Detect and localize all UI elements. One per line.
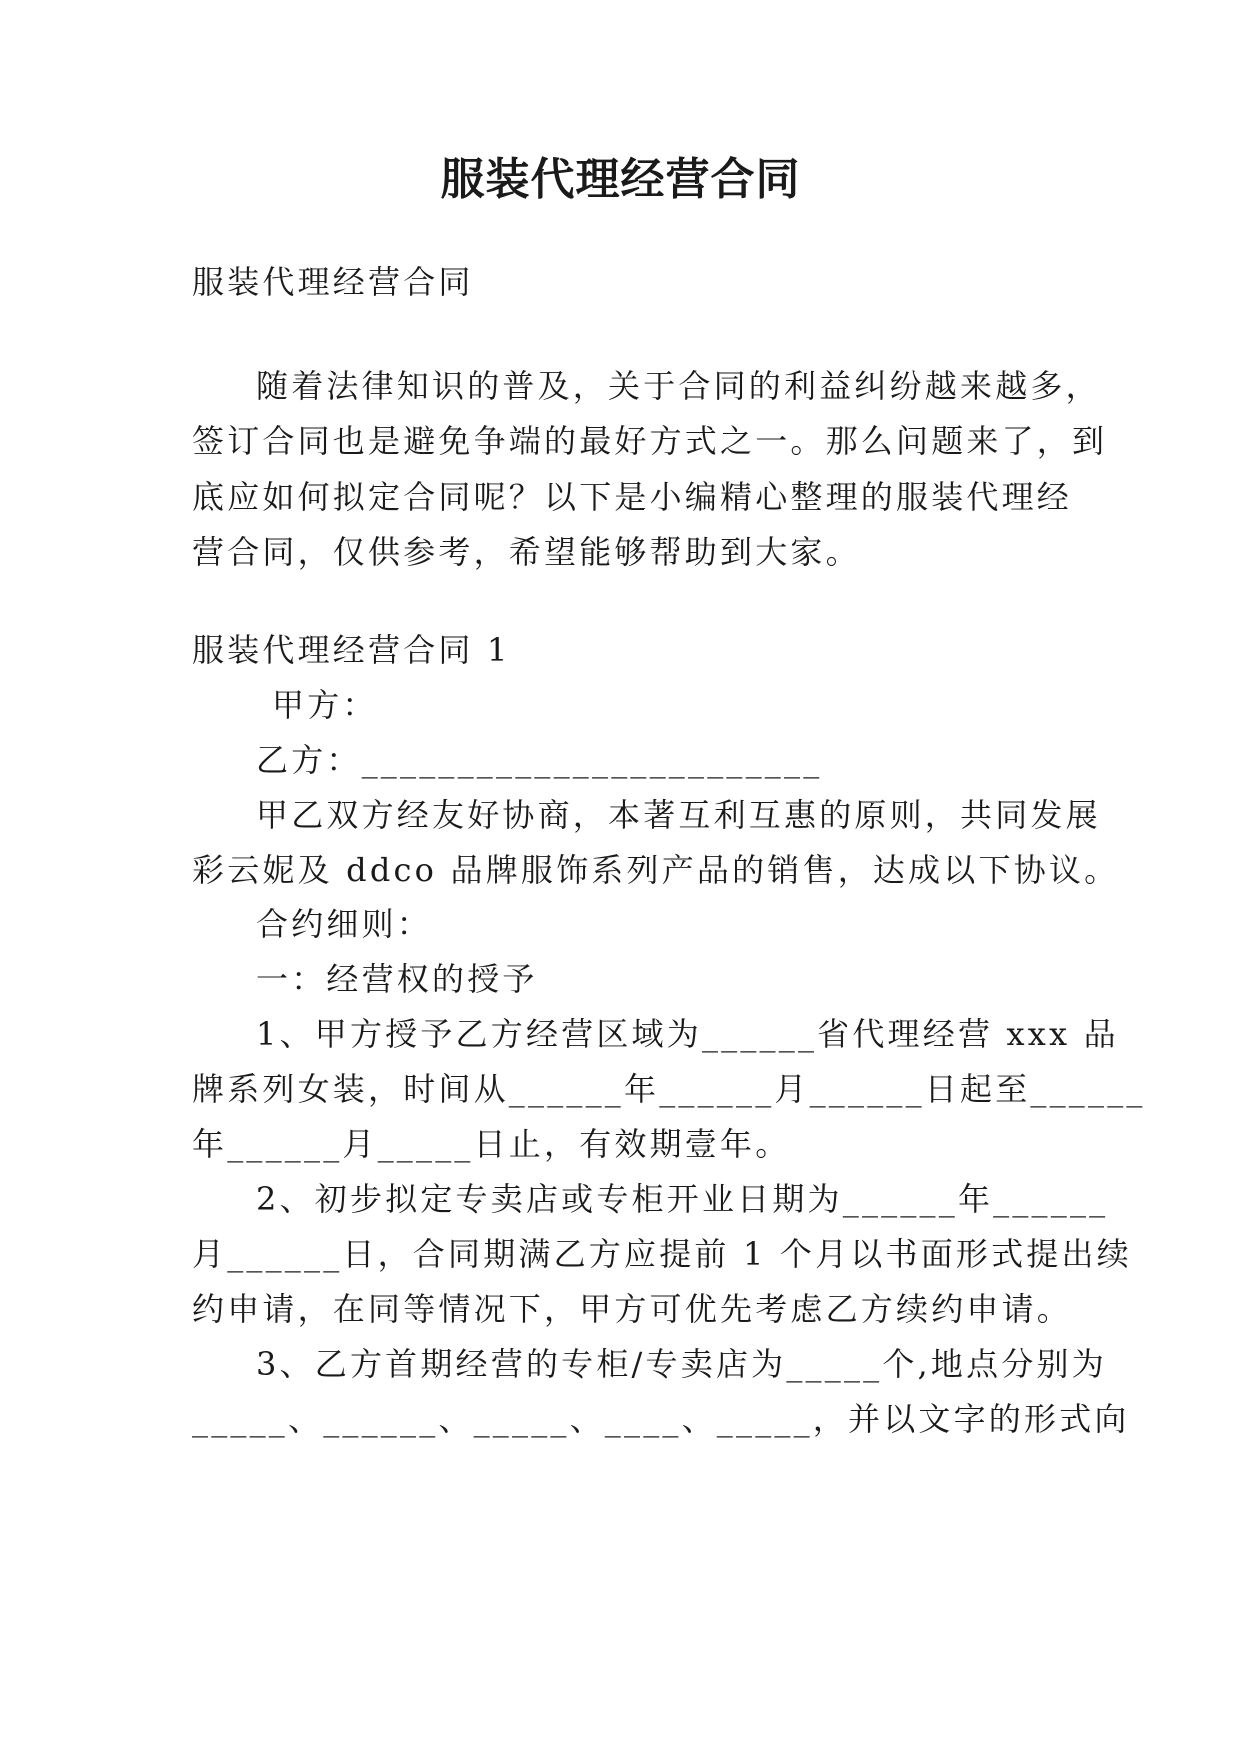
- clause-2-line-2: 月______日，合同期满乙方应提前 1 个月以书面形式提出续: [192, 1235, 1132, 1273]
- clause-2-line-3: 约申请，在同等情况下，甲方可优先考虑乙方续约申请。: [192, 1290, 1073, 1328]
- agreement-line-2: 彩云妮及 ddco 品牌服饰系列产品的销售，达成以下协议。: [192, 851, 1120, 889]
- party-a-label: 甲方：: [272, 686, 378, 724]
- clause-1-line-1: 1、甲方授予乙方经营区域为______省代理经营 xxx 品: [256, 1015, 1119, 1053]
- clause-1-line-3: 年______月_____日止，有效期壹年。: [192, 1125, 791, 1163]
- contract-heading: 服装代理经营合同 1: [192, 631, 511, 669]
- clause-2-line-1: 2、初步拟定专卖店或专柜开业日期为______年______: [256, 1180, 1109, 1218]
- rules-heading: 合约细则：: [256, 905, 433, 943]
- intro-line-2: 签订合同也是避免争端的最好方式之一。那么问题来了，到: [192, 422, 1108, 460]
- clause-3-line-1: 3、乙方首期经营的专柜/专卖店为_____个,地点分别为: [256, 1345, 1107, 1383]
- agreement-line-1: 甲乙双方经友好协商，本著互利互惠的原则，共同发展: [256, 796, 1101, 834]
- party-b-label: 乙方：________________________: [256, 741, 823, 779]
- document-title: 服装代理经营合同: [440, 154, 801, 205]
- intro-line-4: 营合同，仅供参考，希望能够帮助到大家。: [192, 533, 861, 571]
- clause-1-line-2: 牌系列女装，时间从______年______月______日起至______: [192, 1070, 1146, 1108]
- clause-3-line-2: _____、______、_____、____、_____，并以文字的形式向: [192, 1400, 1130, 1438]
- section-1-heading: 一：经营权的授予: [256, 960, 538, 998]
- document-subtitle: 服装代理经营合同: [192, 263, 474, 301]
- intro-line-1: 随着法律知识的普及，关于合同的利益纠纷越来越多，: [256, 367, 1101, 405]
- intro-line-3: 底应如何拟定合同呢？以下是小编精心整理的服装代理经: [192, 478, 1073, 516]
